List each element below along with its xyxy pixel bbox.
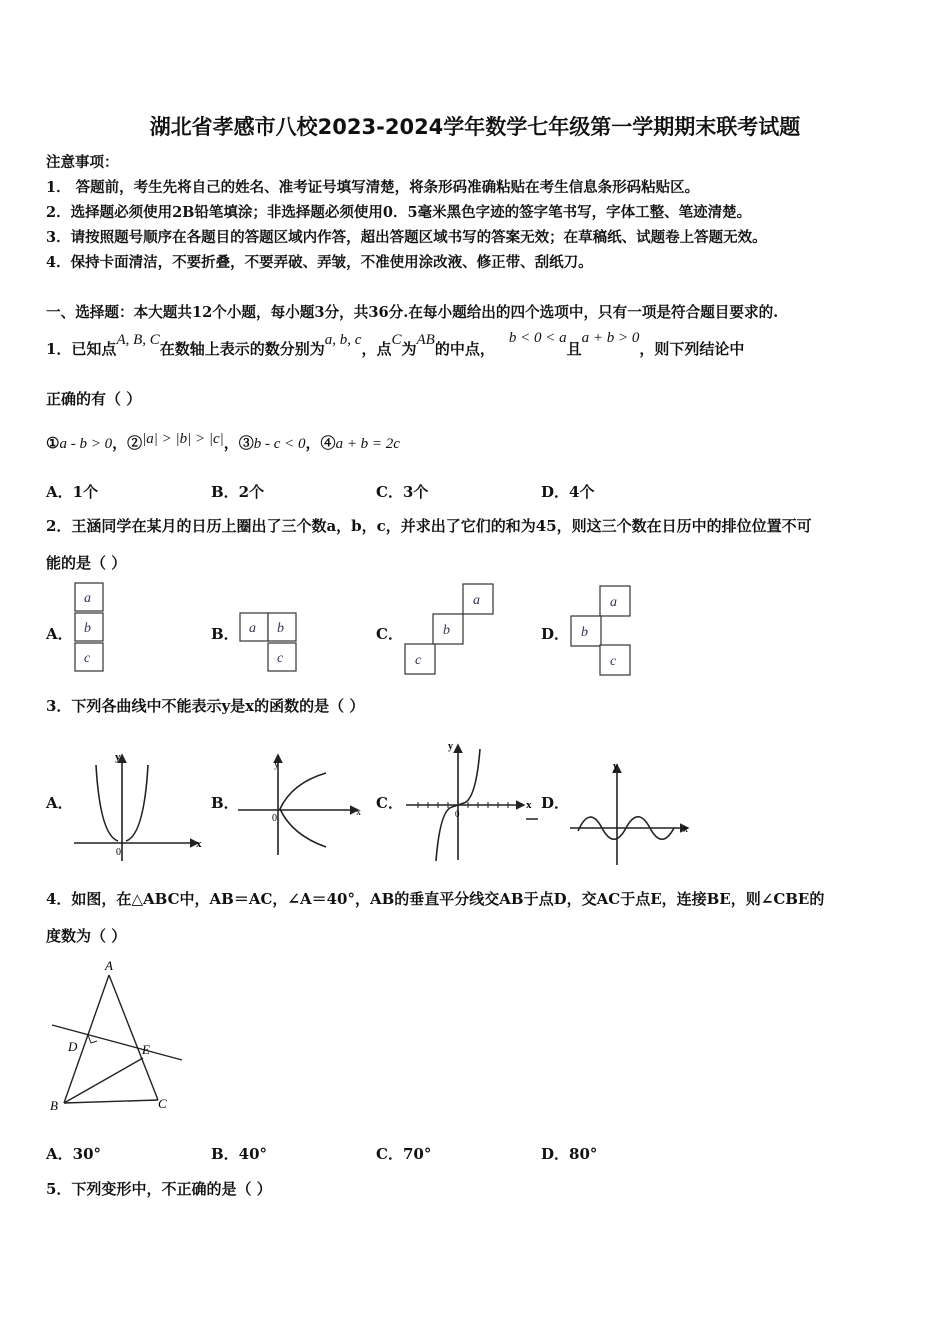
q3-graphs xyxy=(0,735,950,870)
q2-d-cell-c: c xyxy=(610,654,617,669)
q4-option-c[interactable]: C．70° xyxy=(376,1145,432,1163)
q1-math-ineq2: a + b > 0 xyxy=(581,330,640,346)
q2-b-cell-b: b xyxy=(277,621,284,636)
q1-option-a[interactable]: A．1个 xyxy=(46,483,99,501)
q3-b-x: x xyxy=(356,807,361,818)
q2-a-cell-c: c xyxy=(84,651,91,666)
q1-text: ，② xyxy=(112,434,143,452)
q4-point-a: A xyxy=(105,958,113,973)
q2-option-a-label[interactable]: A． xyxy=(46,625,73,643)
q3-b-origin: 0 xyxy=(272,813,277,824)
q3-d-y: y xyxy=(613,761,618,772)
q1-statement-4: a + b = 2c xyxy=(335,436,400,452)
q4-option-a[interactable]: A．30° xyxy=(46,1145,102,1163)
q3-c-y: y xyxy=(448,741,453,752)
q2-b-cell-a: a xyxy=(249,621,256,636)
q1-text: 1．已知点 xyxy=(46,340,117,358)
notice-item: 2．选择题必须使用2B铅笔填涂；非选择题必须使用0．5毫米黑色字迹的签字笔书写，字体工整、笔迹清楚。 xyxy=(46,204,752,221)
q1-math-values: a, b, c xyxy=(324,332,362,348)
notice-item: 1． 答题前，考生先将自己的姓名、准考证号填写清楚，将条形码准确粘贴在考生信息条形码粘贴区。 xyxy=(46,179,700,196)
q1-text: ，③ xyxy=(223,434,254,452)
q3-c-origin: 0 xyxy=(455,809,460,819)
q3-graph-b xyxy=(238,755,358,855)
q3-option-b-label[interactable]: B． xyxy=(211,794,239,812)
q1-math-points: A, B, C xyxy=(116,332,160,348)
q3-graph-c xyxy=(406,745,524,861)
question-2-line2: 能的是（ ） xyxy=(46,554,127,572)
notice-heading: 注意事项： xyxy=(46,154,119,171)
q4-point-c: C xyxy=(158,1096,167,1111)
q3-option-c-label[interactable]: C． xyxy=(376,794,403,812)
q1-text: ① xyxy=(46,434,60,452)
q2-c-cell-c: c xyxy=(415,653,422,668)
q2-a-cell-b: b xyxy=(84,621,91,636)
q3-b-y: y xyxy=(274,759,279,770)
q3-graph-d xyxy=(570,765,688,865)
q2-b-cell-c: c xyxy=(277,651,284,666)
q1-text: 在数轴上表示的数分别为 xyxy=(159,340,325,358)
q1-text: 且 xyxy=(566,340,582,358)
q1-statement-3: b - c < 0 xyxy=(253,436,306,452)
q1-option-b[interactable]: B．2个 xyxy=(211,483,265,501)
q1-option-c[interactable]: C．3个 xyxy=(376,483,429,501)
q4-point-b: B xyxy=(50,1098,58,1113)
q1-math-ab: AB xyxy=(416,332,435,348)
q1-text: ，则下列结论中 xyxy=(639,340,745,358)
question-4-line2: 度数为（ ） xyxy=(46,927,127,945)
q2-c-cell-b: b xyxy=(443,623,450,638)
q3-option-a-label[interactable]: A． xyxy=(46,794,73,812)
q1-math-ineq1: b < 0 < a xyxy=(508,330,567,346)
question-5-text: 5．下列变形中，不正确的是（ ） xyxy=(46,1180,272,1198)
q1-text: ，④ xyxy=(305,434,336,452)
notice-item: 3．请按照题号顺序在各题目的答题区域内作答，超出答题区域书写的答案无效；在草稿纸、试题卷上答题无效。 xyxy=(46,229,767,246)
q3-a-y: y xyxy=(115,751,121,763)
q3-d-x: x xyxy=(683,824,688,835)
q1-math-c: C xyxy=(391,332,402,348)
q1-statement-1: a - b > 0 xyxy=(59,436,113,452)
q2-a-cell-a: a xyxy=(84,591,91,606)
page-title: 湖北省孝感市八校2023-2024学年数学七年级第一学期期末联考试题 xyxy=(149,115,801,139)
q2-option-d-label[interactable]: D． xyxy=(541,625,570,643)
section-heading: 一、选择题：本大题共12个小题，每小题3分，共36分.在每小题给出的四个选项中，只有一项是符合题目要求的. xyxy=(46,304,779,321)
q1-text: 为 xyxy=(401,340,417,358)
q1-statement-2: |a| > |b| > |c| xyxy=(142,431,224,447)
q3-option-d-label[interactable]: D． xyxy=(541,794,570,812)
q1-text: 的中点， xyxy=(434,340,495,358)
question-1-line2: 正确的有（ ） xyxy=(46,390,142,408)
q3-a-origin: 0 xyxy=(116,847,121,858)
q4-point-d: D xyxy=(68,1039,78,1054)
q4-option-b[interactable]: B．40° xyxy=(211,1145,268,1163)
question-4-line1: 4．如图，在△ABC中，AB＝AC，∠A＝40°，AB的垂直平分线交AB于点D，交AC于点E，连接BE，则∠CBE的 xyxy=(46,890,825,908)
q2-option-b-label[interactable]: B． xyxy=(211,625,239,643)
q1-text: ，点 xyxy=(361,340,392,358)
q3-a-x: x xyxy=(196,838,202,850)
question-2-line1: 2．王涵同学在某月的日历上圈出了三个数a，b，c，并求出了它们的和为45，则这三个数在日历中的排位位置不可 xyxy=(46,517,812,535)
q2-d-cell-b: b xyxy=(581,625,588,640)
q4-triangle-figure xyxy=(40,955,200,1120)
question-3-text: 3．下列各曲线中不能表示y是x的函数的是（ ） xyxy=(46,697,365,715)
q3-c-x: x xyxy=(526,799,532,811)
q4-point-e: E xyxy=(142,1042,150,1057)
q4-option-d[interactable]: D．80° xyxy=(541,1145,598,1163)
q1-option-d[interactable]: D．4个 xyxy=(541,483,595,501)
q2-d-cell-a: a xyxy=(610,595,617,610)
q2-option-c-label[interactable]: C． xyxy=(376,625,403,643)
q2-c-cell-a: a xyxy=(473,593,480,608)
notice-item: 4．保持卡面清洁，不要折叠，不要弄破、弄皱，不准使用涂改液、修正带、刮纸刀。 xyxy=(46,254,593,271)
q3-graph-a xyxy=(74,755,198,861)
